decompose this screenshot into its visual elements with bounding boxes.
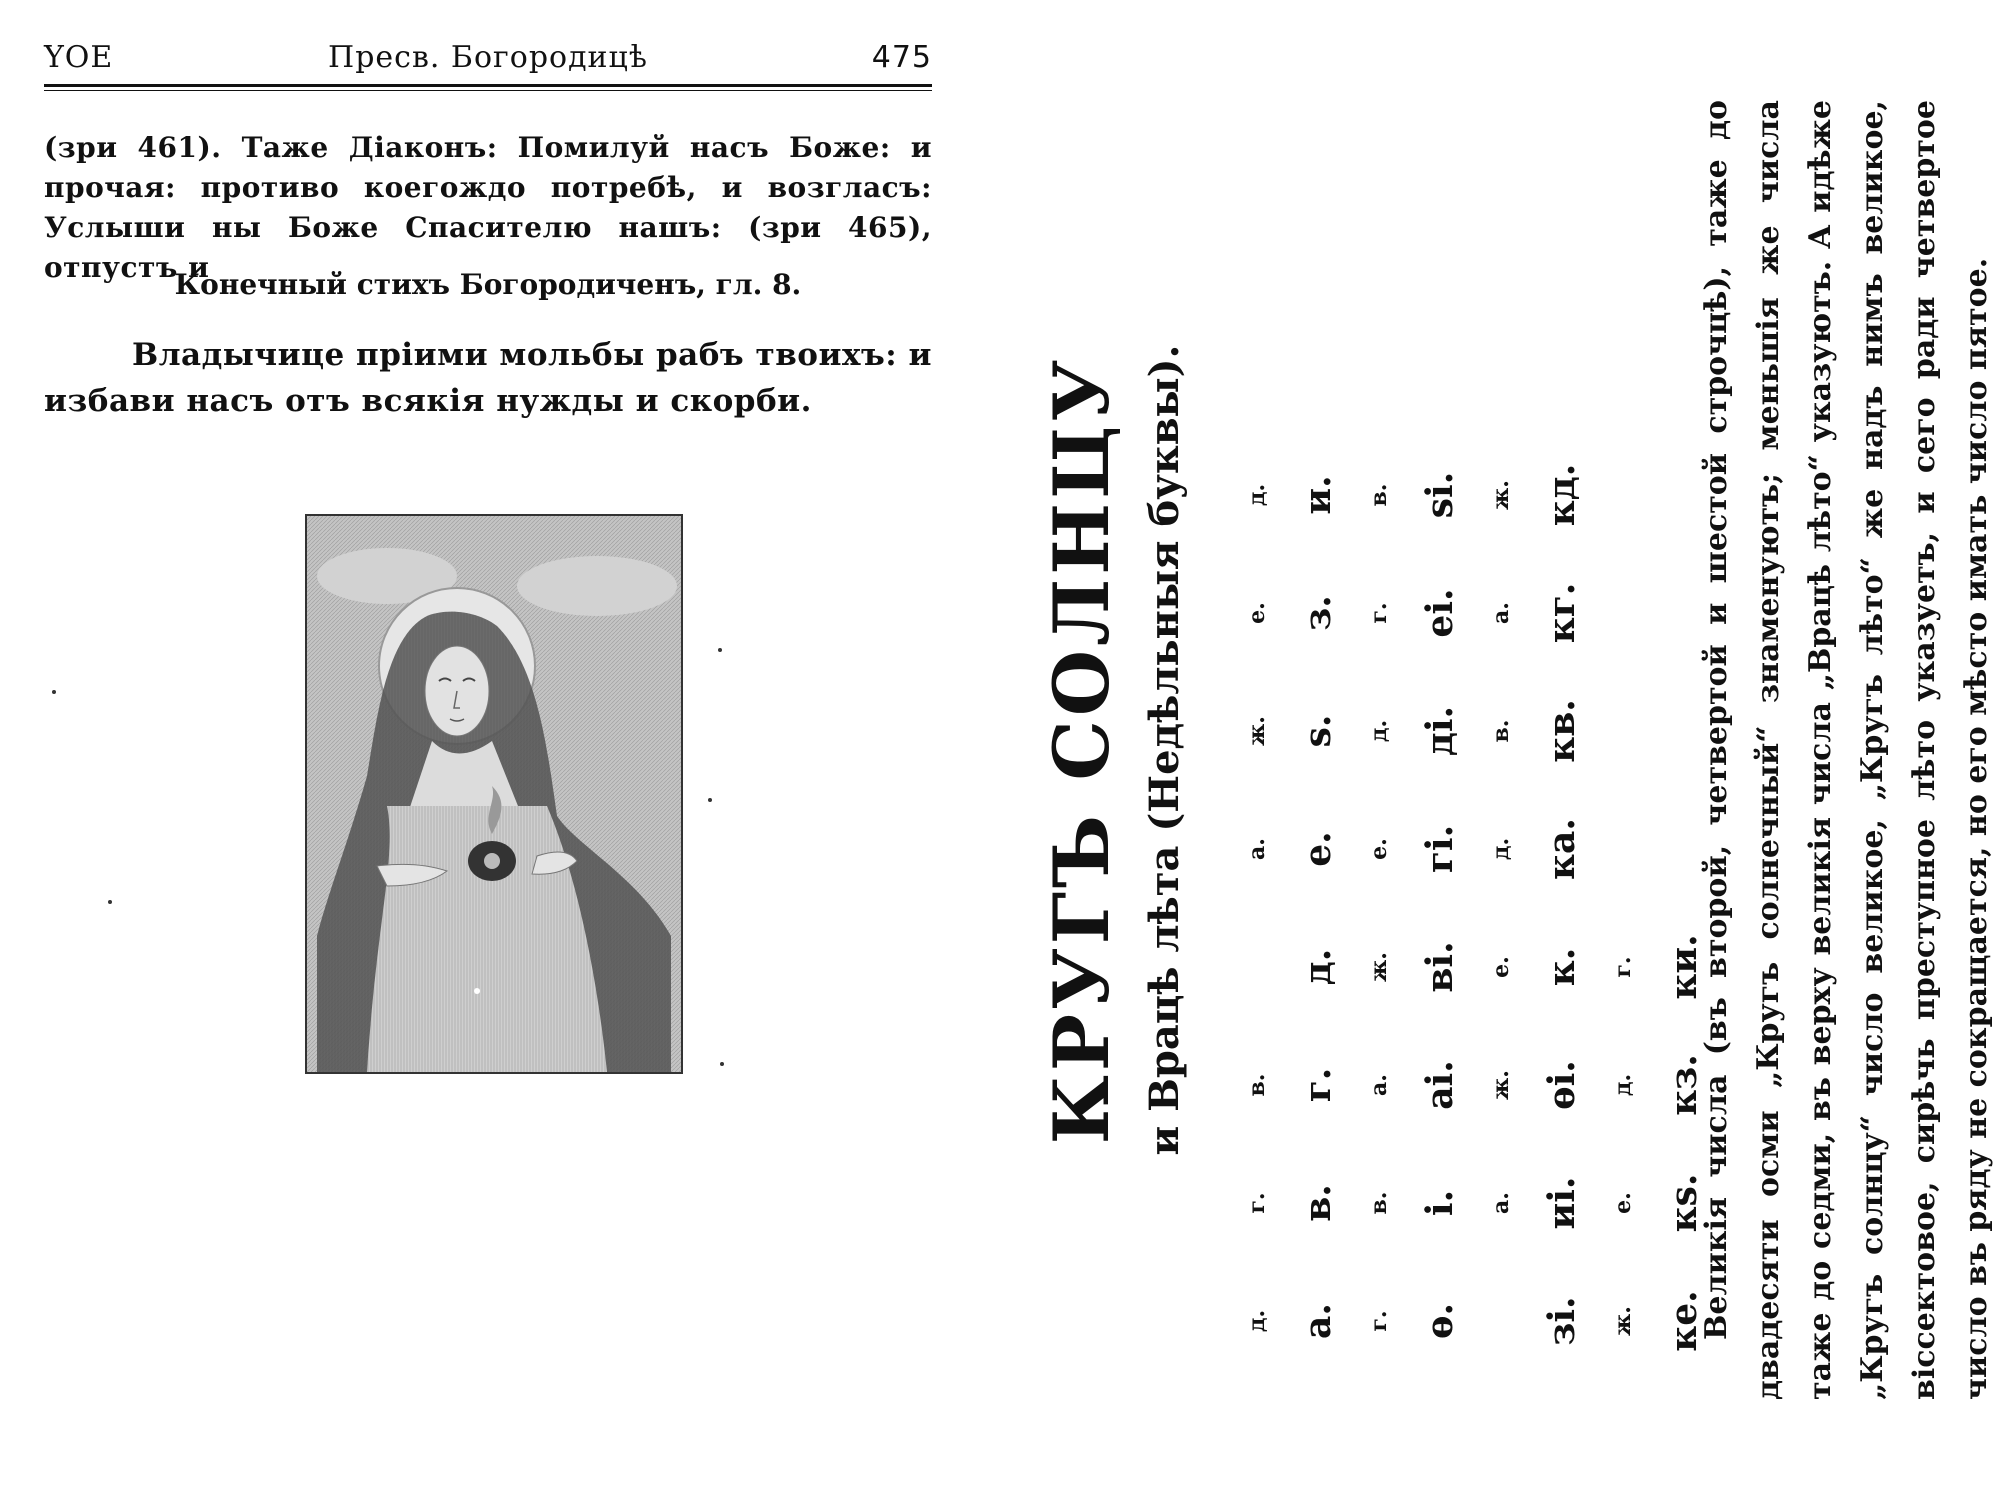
dominical-letter-cell: а. [1244, 838, 1270, 860]
cycle-number-cell: кѕ. [1663, 1173, 1705, 1233]
prayer-text: Владычице пріими мольбы рабъ твоихъ: и избави насъ отъ всякія нужды и скорби. [44, 337, 932, 419]
solar-cycle-table [1229, 436, 1717, 1380]
print-speck [708, 798, 712, 802]
rotated-table-page [1001, 60, 1994, 1440]
dominical-letter-cell [1595, 554, 1651, 672]
table-explanation: Великія числа (въ второй, четвертой и шестой строчцѣ), таже до двадесяти осми „Кругъ солнечный“ знаменуютъ; меньшія же числа таже до седми, въ верху великія числа „Врацѣ лѣто“ указуютъ. А идѣже „Кругъ солнцу“ число великое, „Кругъ лѣто“ же надъ нимъ великое, віссектовое, сирѣчь преступное лѣто указуетъ, и сего ради четвертое число въ ряду не сокращается, но его мѣсто имать число пятое. [1699, 100, 1994, 1400]
verse-title: Конечный стихъ Богородиченъ, гл. 8. [174, 268, 802, 301]
cycle-number-cell: кг. [1541, 582, 1583, 644]
dominical-letter-cell: г. [1366, 602, 1392, 624]
cycle-number-cell: в. [1297, 1184, 1339, 1222]
dominical-letter-row [1595, 436, 1651, 1380]
dominical-letter-cell: а. [1488, 602, 1514, 624]
cycle-number-cell: еі. [1419, 588, 1461, 638]
cycle-number-cell: и. [1297, 475, 1339, 515]
dominical-letter-cell: ж. [1488, 480, 1514, 510]
print-speck [52, 690, 56, 694]
sacred-heart-engraving [305, 514, 683, 1074]
dominical-letter-cell: д. [1610, 1073, 1636, 1097]
dominical-letter-cell: г. [1366, 1310, 1392, 1332]
dominical-letter-cell: ж. [1366, 952, 1392, 982]
dominical-letter-row [1473, 436, 1529, 1380]
header-title: Пресв. Богородицѣ [328, 40, 648, 75]
dominical-letter-cell [1473, 1262, 1529, 1380]
dominical-letter-cell: ж. [1244, 716, 1270, 746]
dominical-letter-cell [1229, 908, 1285, 1026]
cycle-number-cell: ѕ. [1297, 714, 1339, 748]
left-page [0, 0, 960, 1500]
dominical-letter-cell: г. [1610, 956, 1636, 978]
cycle-number-cell: ѕі. [1419, 471, 1461, 519]
cycle-number-cell: гі. [1419, 824, 1461, 874]
cycle-number-cell: ѳ. [1419, 1302, 1461, 1340]
cycle-number-cell: ді. [1419, 705, 1461, 757]
dominical-letter-cell: д. [1366, 719, 1392, 743]
dominical-letter-cell: д. [1488, 837, 1514, 861]
dominical-letter-cell: ж. [1488, 1070, 1514, 1100]
cycle-number-row [1407, 436, 1473, 1380]
table-title: КРУГЪ СОЛНЦУ [1037, 355, 1126, 1145]
dominical-letter-cell: в. [1488, 719, 1514, 743]
cycle-number-cell: ѳі. [1541, 1060, 1583, 1110]
dominical-letter-cell: е. [1366, 838, 1392, 860]
print-speck [720, 1062, 724, 1066]
cycle-number-cell: к. [1541, 947, 1583, 987]
page-number: 475 [871, 40, 932, 75]
dominical-letter-cell [1595, 672, 1651, 790]
dominical-letter-row [1351, 436, 1407, 1380]
cycle-number-cell: ка. [1541, 818, 1583, 880]
dominical-letter-cell: а. [1366, 1074, 1392, 1096]
dominical-letter-cell: г. [1244, 1192, 1270, 1214]
rubric-paragraph: (зри 461). Таже Діаконъ: Помилуй насъ Боже: и прочая: противо коегождо потребѣ, и возгласъ: Услыши ны Боже Спасителю нашъ: (зри 465), отпустъ и [44, 131, 932, 284]
cycle-number-cell: зі. [1541, 1296, 1583, 1346]
cycle-number-cell: кв. [1541, 699, 1583, 763]
header-rule [44, 84, 932, 87]
dominical-letter-cell: в. [1244, 1073, 1270, 1097]
running-header [44, 40, 932, 82]
header-signature: ҮОЕ [44, 40, 114, 75]
cycle-number-row [1285, 436, 1351, 1380]
dominical-letter-cell: е. [1488, 956, 1514, 978]
cycle-number-cell: кз. [1663, 1054, 1705, 1116]
cycle-number-cell: е. [1297, 831, 1339, 867]
dominical-letter-cell: е. [1244, 602, 1270, 624]
dominical-letter-cell: д. [1244, 1309, 1270, 1333]
cycle-number-cell: ві. [1419, 941, 1461, 993]
dominical-letter-cell: д. [1244, 483, 1270, 507]
dominical-letter-cell [1595, 436, 1651, 554]
dominical-letter-cell: ж. [1610, 1306, 1636, 1336]
cycle-number-cell: г. [1297, 1067, 1339, 1103]
cycle-number-cell: ке. [1663, 1290, 1705, 1352]
cycle-number-cell: аі. [1419, 1060, 1461, 1110]
dominical-letter-cell [1595, 790, 1651, 908]
header-rule-thin [44, 90, 932, 91]
cycle-number-cell: д. [1297, 948, 1339, 986]
cycle-number-cell: і. [1419, 1189, 1461, 1217]
dominical-letter-cell: е. [1610, 1192, 1636, 1214]
engraving-illustration [307, 516, 681, 1072]
dominical-letter-cell: в. [1366, 483, 1392, 507]
dominical-letter-row [1229, 436, 1285, 1380]
cycle-number-cell: иі. [1541, 1176, 1583, 1230]
dominical-letter-cell: а. [1488, 1192, 1514, 1214]
dominical-letter-cell: в. [1366, 1191, 1392, 1215]
table-subtitle: и Врацѣ лѣта (Недѣльныя буквы). [1141, 344, 1188, 1156]
cycle-number-cell: ки. [1663, 934, 1705, 1000]
cycle-number-cell: з. [1297, 595, 1339, 631]
print-speck [108, 900, 112, 904]
cycle-number-cell: а. [1297, 1303, 1339, 1339]
cycle-number-cell: кд. [1541, 463, 1583, 527]
cycle-number-row [1529, 436, 1595, 1380]
print-speck [718, 648, 722, 652]
right-page [960, 0, 1994, 1500]
